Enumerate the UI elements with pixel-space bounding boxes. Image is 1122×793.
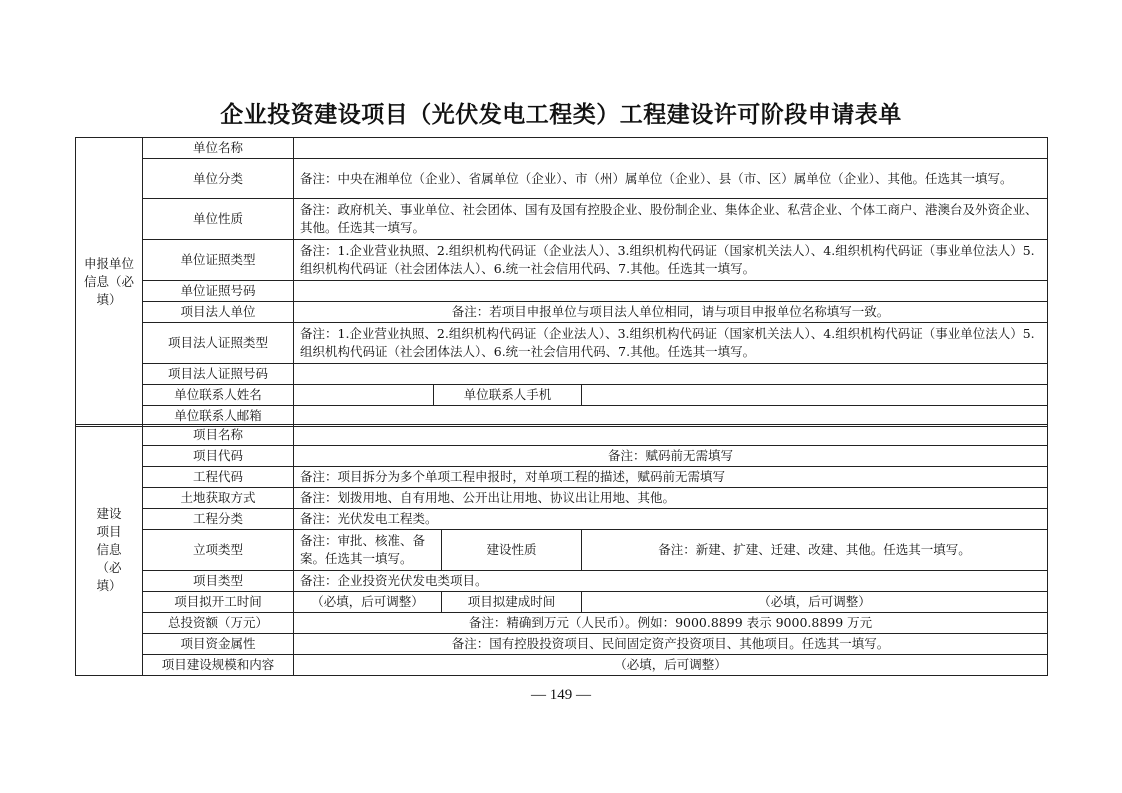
label-unit-nature: 单位性质 — [143, 199, 294, 240]
row-legal-license-type — [76, 323, 1048, 364]
row-engineering-code — [76, 467, 1048, 488]
row-project-code — [76, 446, 1048, 467]
note-approval-type[interactable]: 备注：审批、核准、备案。任选其一填写。 — [294, 530, 442, 571]
note-legal-unit[interactable]: 备注：若项目申报单位与项目法人单位相同，请与项目申报单位名称填写一致。 — [294, 302, 1048, 323]
field-contact-name[interactable] — [294, 385, 434, 406]
label-unit-name: 单位名称 — [143, 138, 294, 159]
label-fund-attribute: 项目资金属性 — [143, 634, 294, 655]
row-unit-nature — [76, 199, 1048, 240]
row-fund-attribute — [76, 634, 1048, 655]
label-engineering-category: 工程分类 — [143, 509, 294, 530]
note-scale-content[interactable]: （必填，后可调整） — [294, 655, 1048, 676]
label-total-investment: 总投资额（万元） — [143, 613, 294, 634]
label-legal-license-type: 项目法人证照类型 — [143, 323, 294, 364]
field-legal-license-no[interactable] — [294, 364, 1048, 385]
row-legal-license-no — [76, 364, 1048, 385]
row-project-name — [76, 425, 1048, 446]
row-contact-name — [76, 385, 1048, 406]
note-unit-license-type[interactable]: 备注：1.企业营业执照、2.组织机构代码证（企业法人）、3.组织机构代码证（国家机关法人）、4.组织机构代码证（事业单位法人）5.组织机构代码证（社会团体法人）、6.统一社会信用代码、7.其他。任选其一填写。 — [294, 240, 1048, 281]
label-construction-nature: 建设性质 — [442, 530, 582, 571]
row-land-method — [76, 488, 1048, 509]
field-contact-mobile[interactable] — [582, 385, 1048, 406]
section-applicant-label: 申报单位信息（必填） — [76, 138, 143, 427]
row-scale-content — [76, 655, 1048, 676]
row-project-type — [76, 571, 1048, 592]
label-unit-license-type: 单位证照类型 — [143, 240, 294, 281]
note-legal-license-type[interactable]: 备注：1.企业营业执照、2.组织机构代码证（企业法人）、3.组织机构代码证（国家机关法人）、4.组织机构代码证（事业单位法人）5.组织机构代码证（社会团体法人）、6.统一社会信用代码、7.其他。任选其一填写。 — [294, 323, 1048, 364]
label-land-method: 土地获取方式 — [143, 488, 294, 509]
row-unit-license-type — [76, 240, 1048, 281]
section-project-label: 建设项目信息（必填） — [76, 425, 143, 676]
label-project-name: 项目名称 — [143, 425, 294, 446]
page-title: 企业投资建设项目（光伏发电工程类）工程建设许可阶段申请表单 — [220, 102, 902, 128]
page-number: — 149 — — [531, 687, 591, 703]
field-project-name[interactable] — [294, 425, 1048, 446]
label-end-time: 项目拟建成时间 — [442, 592, 582, 613]
note-engineering-code[interactable]: 备注：项目拆分为多个单项工程申报时，对单项工程的描述，赋码前无需填写 — [294, 467, 1048, 488]
row-engineering-category — [76, 509, 1048, 530]
label-approval-type: 立项类型 — [143, 530, 294, 571]
note-end-time[interactable]: （必填，后可调整） — [582, 592, 1048, 613]
label-project-type: 项目类型 — [143, 571, 294, 592]
note-unit-nature[interactable]: 备注：政府机关、事业单位、社会团体、国有及国有控股企业、股份制企业、集体企业、私营企业、个体工商户、港澳台及外资企业、其他。任选其一填写。 — [294, 199, 1048, 240]
label-contact-name: 单位联系人姓名 — [143, 385, 294, 406]
label-contact-email: 单位联系人邮箱 — [143, 406, 294, 427]
field-unit-license-no[interactable] — [294, 281, 1048, 302]
label-legal-unit: 项目法人单位 — [143, 302, 294, 323]
row-unit-license-no — [76, 281, 1048, 302]
row-unit-name — [76, 138, 1048, 159]
label-contact-mobile: 单位联系人手机 — [434, 385, 582, 406]
label-project-code: 项目代码 — [143, 446, 294, 467]
note-total-investment[interactable]: 备注：精确到万元（人民币）。例如：9000.8899 表示 9000.8899 万元 — [294, 613, 1048, 634]
label-scale-content: 项目建设规模和内容 — [143, 655, 294, 676]
label-legal-license-no: 项目法人证照号码 — [143, 364, 294, 385]
note-unit-category[interactable]: 备注：中央在湘单位（企业）、省属单位（企业）、市（州）属单位（企业）、县（市、区）属单位（企业）、其他。任选其一填写。 — [294, 159, 1048, 199]
row-start-time — [76, 592, 1048, 613]
note-start-time[interactable]: （必填，后可调整） — [294, 592, 442, 613]
label-engineering-code: 工程代码 — [143, 467, 294, 488]
label-unit-license-no: 单位证照号码 — [143, 281, 294, 302]
note-construction-nature[interactable]: 备注：新建、扩建、迁建、改建、其他。任选其一填写。 — [582, 530, 1048, 571]
field-unit-name[interactable] — [294, 138, 1048, 159]
row-approval-type — [76, 530, 1048, 571]
note-engineering-category[interactable]: 备注：光伏发电工程类。 — [294, 509, 1048, 530]
row-total-investment — [76, 613, 1048, 634]
note-land-method[interactable]: 备注：划拨用地、自有用地、公开出让用地、协议出让用地、其他。 — [294, 488, 1048, 509]
project-info-table — [75, 424, 1048, 676]
application-form-table — [75, 137, 1048, 427]
note-fund-attribute[interactable]: 备注：国有控股投资项目、民间固定资产投资项目、其他项目。任选其一填写。 — [294, 634, 1048, 655]
row-unit-category — [76, 159, 1048, 199]
note-project-type[interactable]: 备注：企业投资光伏发电类项目。 — [294, 571, 1048, 592]
label-unit-category: 单位分类 — [143, 159, 294, 199]
note-project-code[interactable]: 备注：赋码前无需填写 — [294, 446, 1048, 467]
label-start-time: 项目拟开工时间 — [143, 592, 294, 613]
row-legal-unit — [76, 302, 1048, 323]
